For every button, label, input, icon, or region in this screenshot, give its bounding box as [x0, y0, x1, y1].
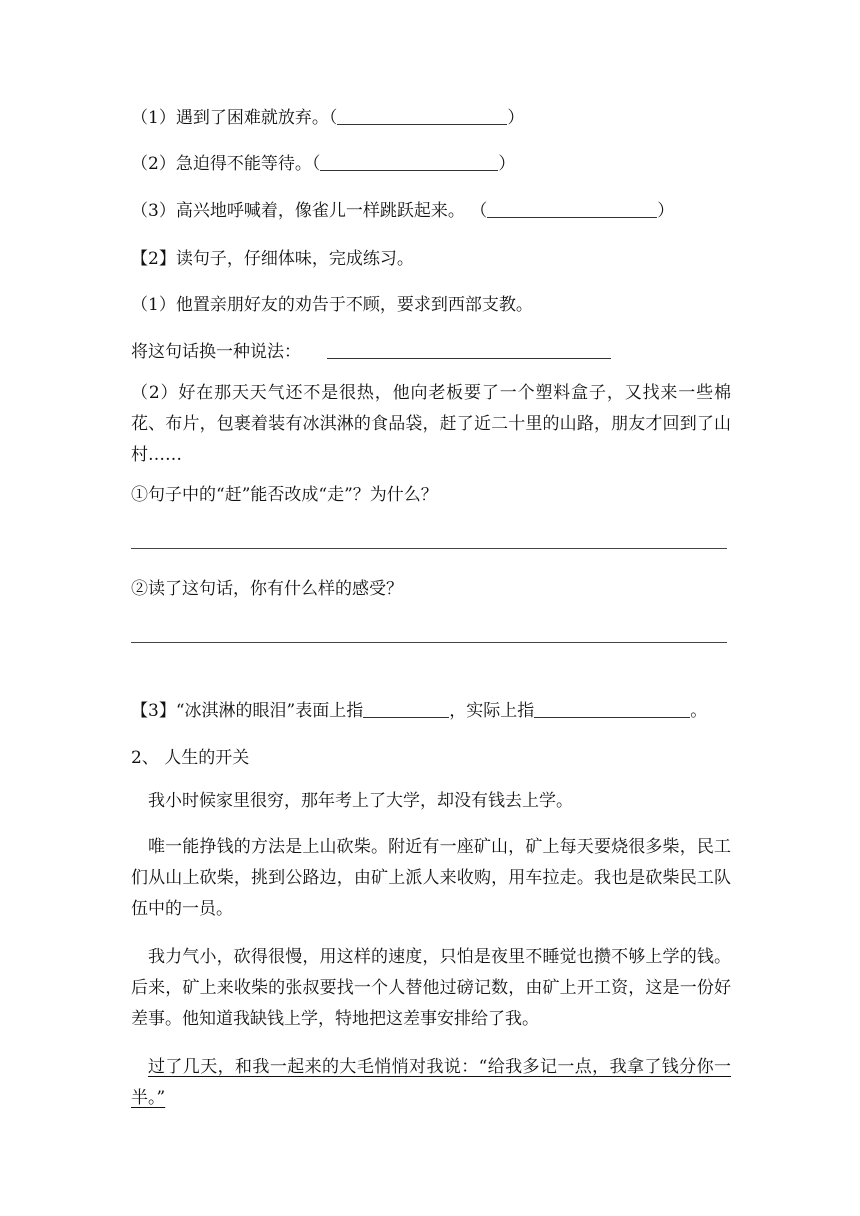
q3-end: 。	[690, 701, 708, 721]
q2-rewrite-prompt	[131, 342, 611, 362]
q2-sub-question-2: ②读了这句话，你有什么样的感受？	[131, 579, 403, 599]
q2-sentence-1: （1）他置亲朋好友的劝告于不顾，要求到西部支教。	[131, 295, 533, 315]
q1-item-1-text: （1）遇到了困难就放弃。（	[131, 108, 338, 128]
q1-item-3-text: （3）高兴地呼喊着，像雀儿一样跳跃起来。 （	[131, 201, 488, 221]
answer-blank[interactable]	[487, 202, 657, 218]
q2-sentence-2: （2）好在那天天气还不是很热，他向老板要了一个塑料盒子，又找来一些棉花、布片，包裹着装有冰淇淋的食品袋，赶了近二十里的山路，朋友才回到了山村……	[131, 383, 731, 465]
q1-item-2	[131, 154, 515, 174]
q1-item-1	[131, 108, 524, 128]
q1-item-2-close: ）	[498, 154, 516, 174]
passage-paragraph-2: 唯一能挣钱的方法是上山砍柴。附近有一座矿山，矿上每天要烧很多柴，民工们从山上砍柴，挑到公路边，由矿上派人来收购，用车拉走。我也是砍柴民工队伍中的一员。	[131, 837, 731, 919]
q1-item-1-close: ）	[507, 108, 525, 128]
rewrite-label: 将这句话换一种说法：	[131, 342, 301, 362]
q1-item-3-close: ）	[657, 201, 675, 221]
q3-blank-1[interactable]	[363, 702, 449, 718]
q2-sub-question-1: ①句子中的“赶”能否改成“走”？为什么？	[131, 485, 438, 505]
q3-question	[131, 701, 707, 721]
passage-paragraph-3: 我力气小，砍得很慢，用这样的速度，只怕是夜里不睡觉也攒不够上学的钱。后来，矿上来收柴的张叔要找一个人替他过磅记数，由矿上开工资，这是一份好差事。他知道我缺钱上学，特地把这差事安排给了我。	[131, 947, 731, 1029]
passage-paragraph-1: 我小时候家里很穷，那年考上了大学，却没有钱去上学。	[148, 791, 573, 811]
answer-blank[interactable]	[337, 109, 507, 125]
q1-item-2-text: （2）急迫得不能等待。（	[131, 154, 321, 174]
answer-blank[interactable]	[320, 155, 498, 171]
q2-heading: 【2】读句子，仔细体味，完成练习。	[131, 249, 414, 269]
passage-paragraph-4: 过了几天，和我一起来的大毛悄悄对我说：“给我多记一点，我拿了钱分你一半。”	[131, 1057, 731, 1108]
rewrite-blank[interactable]	[327, 343, 611, 359]
q1-item-3	[131, 201, 674, 221]
q3-part-1: 【3】“冰淇淋的眼泪”表面上指	[131, 701, 364, 721]
answer-line-1[interactable]	[131, 548, 727, 549]
q3-blank-2[interactable]	[534, 702, 690, 718]
answer-line-2[interactable]	[131, 642, 727, 643]
passage-heading: 2、 人生的开关	[131, 748, 250, 768]
q3-part-2: ，实际上指	[449, 701, 535, 721]
